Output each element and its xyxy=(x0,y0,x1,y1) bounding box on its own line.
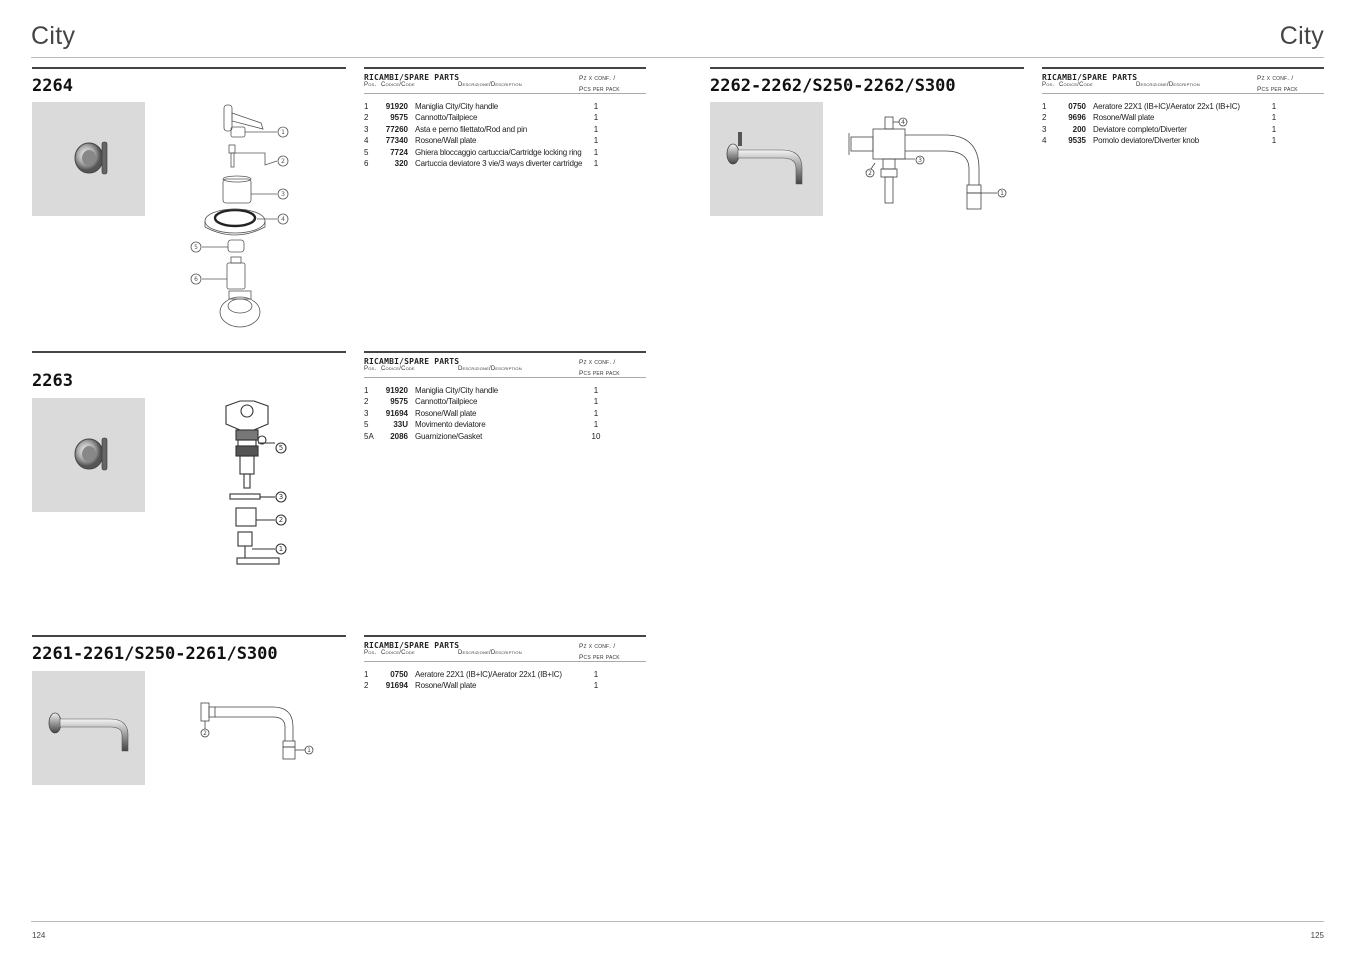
row-qty: 1 xyxy=(593,408,599,418)
exploded-view-icon xyxy=(220,398,300,570)
row-qty: 1 xyxy=(593,102,599,111)
technical-drawing-2261 xyxy=(195,695,320,771)
row-qty: 1 xyxy=(593,397,599,407)
table-row xyxy=(364,397,646,408)
product-title: 2263 xyxy=(32,371,73,391)
technical-drawing-2262 xyxy=(845,113,1015,219)
table-row xyxy=(364,102,646,113)
col-code: Codice/Code xyxy=(381,366,415,372)
row-code: 77340 xyxy=(385,136,408,146)
exploded-drawing-2263 xyxy=(220,398,300,574)
callout-label: 1 xyxy=(281,129,285,136)
row-desc: Guarnizione/Gasket xyxy=(415,431,483,441)
col-desc: Descrizione/Description xyxy=(458,650,522,656)
row-qty: 1 xyxy=(593,124,599,134)
table-row xyxy=(364,681,646,692)
row-pos: 5 xyxy=(364,420,369,430)
parts-list xyxy=(364,670,646,693)
callout-label: 4 xyxy=(281,216,285,223)
row-pos: 2 xyxy=(1042,113,1047,123)
spare-parts-table-2262 xyxy=(1042,67,1324,148)
col-code: Codice/Code xyxy=(381,650,415,656)
section-rule xyxy=(32,67,346,69)
col-pos: Pos. xyxy=(1042,82,1055,88)
row-code: 2086 xyxy=(390,431,408,441)
row-qty: 1 xyxy=(1271,113,1277,123)
row-qty: 1 xyxy=(593,681,599,691)
row-pos: 2 xyxy=(364,397,369,407)
table-row xyxy=(364,432,646,443)
table-title: RICAMBI/SPARE PARTS xyxy=(364,357,460,366)
row-pos: 3 xyxy=(364,124,369,134)
callout-label: 2 xyxy=(278,516,284,524)
spare-parts-table-2263 xyxy=(364,351,646,443)
row-code: 91694 xyxy=(385,681,408,691)
table-rule xyxy=(364,635,646,637)
col-qty-line2: Pcs per pack xyxy=(579,86,620,93)
col-qty-line2: Pcs per pack xyxy=(579,370,620,377)
exploded-drawing-2264 xyxy=(185,103,295,337)
callout-label: 3 xyxy=(278,493,284,501)
row-code: 77260 xyxy=(385,124,408,134)
table-rule xyxy=(364,67,646,69)
row-code: 9696 xyxy=(1068,113,1086,123)
table-row xyxy=(1042,113,1324,124)
col-desc: Descrizione/Description xyxy=(458,366,522,372)
spout-drawing-icon xyxy=(195,695,320,767)
row-desc: Pomolo deviatore/Diverter knob xyxy=(1093,136,1200,146)
table-row xyxy=(364,386,646,397)
row-qty: 1 xyxy=(1271,124,1277,134)
row-desc: Cannotto/Tailpiece xyxy=(415,113,478,123)
row-qty: 1 xyxy=(593,113,599,123)
row-pos: 3 xyxy=(1042,124,1047,134)
callout-label: 1 xyxy=(278,545,284,553)
product-photo-2264 xyxy=(32,102,145,216)
table-row xyxy=(364,420,646,431)
table-row xyxy=(1042,136,1324,147)
callout-label: 2 xyxy=(203,730,207,737)
callout-label: 1 xyxy=(307,747,311,754)
header-divider xyxy=(31,57,1324,58)
product-title: 2262-2262/S250-2262/S300 xyxy=(710,76,956,96)
row-desc: Aeratore 22X1 (IB+IC)/Aerator 22x1 (IB+IC) xyxy=(1093,102,1240,111)
row-qty: 1 xyxy=(1271,102,1277,111)
row-desc: Rosone/Wall plate xyxy=(415,136,477,146)
row-qty: 1 xyxy=(1271,136,1277,146)
row-pos: 1 xyxy=(364,102,369,111)
table-row xyxy=(364,159,646,170)
callout-label: 2 xyxy=(868,170,872,177)
col-pos: Pos. xyxy=(364,650,377,656)
callout-label: 5 xyxy=(278,444,284,452)
callout-label: 6 xyxy=(194,276,198,283)
row-desc: Cannotto/Tailpiece xyxy=(415,397,478,407)
row-pos: 4 xyxy=(364,136,369,146)
row-qty: 1 xyxy=(593,420,599,430)
row-qty: 1 xyxy=(593,158,599,168)
table-rule xyxy=(1042,67,1324,69)
col-pos: Pos. xyxy=(364,366,377,372)
row-pos: 6 xyxy=(364,158,369,168)
col-pos: Pos. xyxy=(364,82,377,88)
row-desc: Rosone/Wall plate xyxy=(1093,113,1155,123)
row-pos: 5 xyxy=(364,147,369,157)
product-title: 2261-2261/S250-2261/S300 xyxy=(32,644,278,664)
product-photo-2262 xyxy=(710,102,823,216)
row-code: 9535 xyxy=(1068,136,1086,146)
row-code: 91920 xyxy=(385,102,408,111)
row-desc: Cartuccia deviatore 3 vie/3 ways diverter cartridge xyxy=(415,158,583,168)
col-qty-line2: Pcs per pack xyxy=(579,654,620,661)
footer-divider xyxy=(31,921,1324,922)
row-pos: 1 xyxy=(1042,102,1047,111)
row-code: 0750 xyxy=(390,670,408,679)
row-pos: 3 xyxy=(364,408,369,418)
col-qty xyxy=(579,357,620,379)
table-row xyxy=(1042,125,1324,136)
parts-list xyxy=(1042,102,1324,148)
section-rule xyxy=(710,67,1024,69)
row-desc: Rosone/Wall plate xyxy=(415,408,477,418)
callout-label: 5 xyxy=(194,244,198,251)
col-desc: Descrizione/Description xyxy=(458,82,522,88)
row-pos: 5A xyxy=(364,431,374,441)
spare-parts-table-2264 xyxy=(364,67,646,170)
callout-label: 4 xyxy=(901,119,905,126)
row-desc: Ghiera bloccaggio cartuccia/Cartridge locking ring xyxy=(415,147,582,157)
col-qty xyxy=(579,641,620,663)
row-pos: 4 xyxy=(1042,136,1047,146)
product-photo-2263 xyxy=(32,398,145,512)
table-row xyxy=(364,136,646,147)
parts-list xyxy=(364,102,646,170)
col-code: Codice/Code xyxy=(1059,82,1093,88)
callout-label: 2 xyxy=(281,158,285,165)
col-qty-line1: Pz x conf. / xyxy=(579,359,616,366)
row-qty: 1 xyxy=(593,386,599,395)
row-code: 91920 xyxy=(385,386,408,395)
page-header-left: City xyxy=(31,22,76,50)
page-header-right: City xyxy=(1279,22,1324,50)
table-row xyxy=(1042,102,1324,113)
callout-label: 3 xyxy=(918,157,922,164)
table-rule xyxy=(364,351,646,353)
table-title: RICAMBI/SPARE PARTS xyxy=(364,73,460,82)
handle-photo-icon xyxy=(32,398,145,512)
table-title: RICAMBI/SPARE PARTS xyxy=(1042,73,1138,82)
spout-drawing-icon xyxy=(845,113,1015,215)
col-qty xyxy=(1257,73,1298,95)
col-qty-line1: Pz x conf. / xyxy=(579,75,616,82)
section-rule xyxy=(32,351,346,353)
row-code: 33U xyxy=(393,420,408,430)
product-section-2263 xyxy=(32,351,346,391)
page-number-left: 124 xyxy=(32,931,46,940)
parts-list xyxy=(364,386,646,443)
exploded-view-icon xyxy=(185,103,295,333)
row-code: 7724 xyxy=(390,147,408,157)
row-pos: 1 xyxy=(364,386,369,395)
row-code: 200 xyxy=(1072,124,1086,134)
col-qty-line2: Pcs per pack xyxy=(1257,86,1298,93)
row-qty: 1 xyxy=(593,147,599,157)
row-code: 320 xyxy=(394,158,408,168)
spare-parts-table-2261 xyxy=(364,635,646,693)
product-section-2261 xyxy=(32,635,346,664)
row-desc: Aeratore 22X1 (IB+IC)/Aerator 22x1 (IB+IC) xyxy=(415,670,562,679)
row-desc: Movimento deviatore xyxy=(415,420,486,430)
row-desc: Maniglia City/City handle xyxy=(415,386,499,395)
table-row xyxy=(364,113,646,124)
col-qty-line1: Pz x conf. / xyxy=(1257,75,1294,82)
row-code: 0750 xyxy=(1068,102,1086,111)
col-code: Codice/Code xyxy=(381,82,415,88)
row-code: 9575 xyxy=(390,113,408,123)
row-qty: 1 xyxy=(593,670,599,679)
row-desc: Deviatore completo/Diverter xyxy=(1093,124,1187,134)
row-code: 91694 xyxy=(385,408,408,418)
table-row xyxy=(364,670,646,681)
product-section-2262 xyxy=(710,67,1024,96)
table-row xyxy=(364,125,646,136)
col-qty-line1: Pz x conf. / xyxy=(579,643,616,650)
row-desc: Rosone/Wall plate xyxy=(415,681,477,691)
row-pos: 2 xyxy=(364,681,369,691)
product-title: 2264 xyxy=(32,76,73,96)
page-number-right: 125 xyxy=(1310,931,1324,940)
spout-photo-icon xyxy=(710,102,823,216)
row-pos: 2 xyxy=(364,113,369,123)
row-qty: 10 xyxy=(591,431,601,441)
callout-label: 3 xyxy=(281,191,285,198)
product-section-2264 xyxy=(32,67,346,96)
product-photo-2261 xyxy=(32,671,145,785)
col-desc: Descrizione/Description xyxy=(1136,82,1200,88)
section-rule xyxy=(32,635,346,637)
row-code: 9575 xyxy=(390,397,408,407)
table-row xyxy=(364,409,646,420)
callout-label: 1 xyxy=(1000,190,1004,197)
row-desc: Maniglia City/City handle xyxy=(415,102,499,111)
row-qty: 1 xyxy=(593,136,599,146)
row-desc: Asta e perno filettato/Rod and pin xyxy=(415,124,527,134)
spout-photo-icon xyxy=(32,671,145,785)
col-qty xyxy=(579,73,620,95)
row-pos: 1 xyxy=(364,670,369,679)
table-title: RICAMBI/SPARE PARTS xyxy=(364,641,460,650)
handle-photo-icon xyxy=(32,102,145,216)
table-row xyxy=(364,148,646,159)
